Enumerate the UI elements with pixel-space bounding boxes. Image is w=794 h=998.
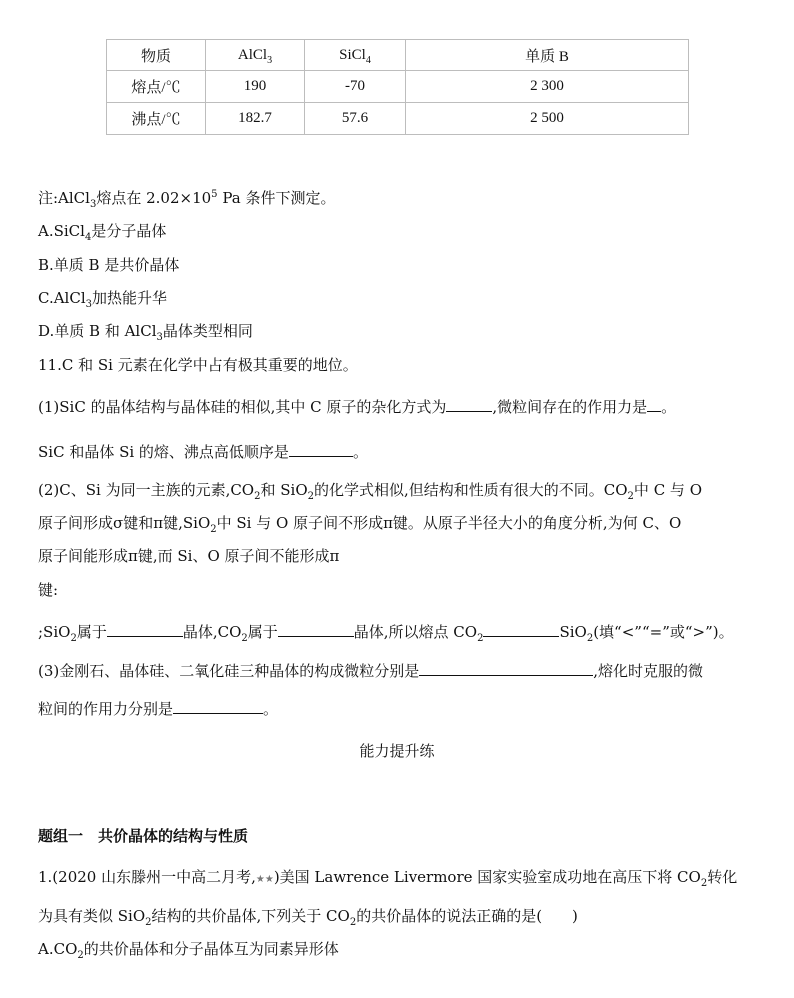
table-cell: 2 300 [406, 71, 689, 103]
answer-blank[interactable] [278, 621, 354, 637]
table-header-cell: 物质 [107, 40, 206, 71]
table-header-cell: 单质 B [406, 40, 689, 71]
question-11-stem: 11.C 和 Si 元素在化学中占有极其重要的地位。 [38, 356, 358, 374]
question-11-part3-line2: 粒间的作用力分别是 。 [38, 700, 279, 718]
table-cell: -70 [305, 71, 406, 103]
answer-blank[interactable] [647, 396, 661, 412]
answer-blank[interactable] [107, 621, 183, 637]
option-c: C.AlCl$_3$加热能升华 [38, 289, 168, 310]
question-11-part2-line5: ;SiO$_2$属于 晶体$,CO_2$属于 晶体,所以熔点 $CO_2$ SiO$_2$(填“<”“=”或“>”)。 [38, 623, 734, 644]
table-cell: 沸点/℃ [107, 103, 206, 135]
answer-blank[interactable] [483, 621, 559, 637]
difficulty-star-icon: ★★ [255, 874, 274, 885]
option-b: B.单质 B 是共价晶体 [38, 256, 180, 274]
group-title: 题组一 共价晶体的结构与性质 [38, 827, 249, 845]
question-1-option-a: $A.CO_2$的共价晶体和分子晶体互为同素异形体 [38, 940, 339, 961]
table-header-cell: AlCl$_3$ [206, 40, 305, 71]
question-11-part2-line3: 原子间能形成π键,而 Si、O 原子间不能形成π [38, 547, 340, 565]
table-row [107, 71, 689, 103]
table-cell: 182.7 [206, 103, 305, 135]
table-cell: 熔点/℃ [107, 71, 206, 103]
option-d: D.单质 B 和 AlCl$_3$晶体类型相同 [38, 322, 253, 343]
answer-blank[interactable] [289, 441, 353, 457]
properties-table [106, 39, 689, 135]
question-11-part3-line1: (3)金刚石、晶体硅、二氧化硅三种晶体的构成微粒分别是 ,熔化时克服的微 [38, 662, 704, 680]
table-header-cell: SiCl$_4$ [305, 40, 406, 71]
table-row [107, 103, 689, 135]
question-1-line2: 为具有类似 SiO$_2$结构的共价晶体,下列关于 $CO_2$的共价晶体的说法正确的是( ) [38, 907, 578, 928]
section-title: 能力提升练 [359, 742, 435, 760]
question-11-part2-line1: (2)C、Si 为同一主族的元素$,CO_2$和 SiO$_2$的化学式相似,但结构和性质有很大的不同。$CO_2$中 C 与 O [38, 481, 703, 502]
table-cell: 2 500 [406, 103, 689, 135]
question-11-part1: (1)SiC 的晶体结构与晶体硅的相似,其中 C 原子的杂化方式为 ,微粒间存在的作用力是 。 [38, 398, 677, 416]
question-11-part1-line2: SiC 和晶体 Si 的熔、沸点高低顺序是 。 [38, 443, 368, 461]
question-11-part2-line2: 原子间形成σ键和π键,SiO$_2$中 Si 与 O 原子间不形成π键。从原子半径大小的角度分析,为何 C、O [38, 514, 682, 535]
note-line: 注:AlCl$_3$熔点在 $2.02\times 10^5$ Pa 条件下测定。 [38, 189, 336, 210]
question-1-line1: 1.(2020 山东滕州一中高二月考,★★)美国 Lawrence Livermore 国家实验室成功地在高压下将 $CO_2$转化 [38, 868, 738, 889]
table-cell: 57.6 [305, 103, 406, 135]
option-a: A.SiCl$_4$是分子晶体 [38, 222, 167, 243]
table-cell: 190 [206, 71, 305, 103]
table-header-row [107, 40, 689, 71]
answer-blank[interactable] [446, 396, 492, 412]
answer-blank[interactable] [173, 698, 263, 714]
question-11-part2-line4: 键: [38, 581, 59, 599]
answer-blank[interactable] [419, 660, 593, 676]
